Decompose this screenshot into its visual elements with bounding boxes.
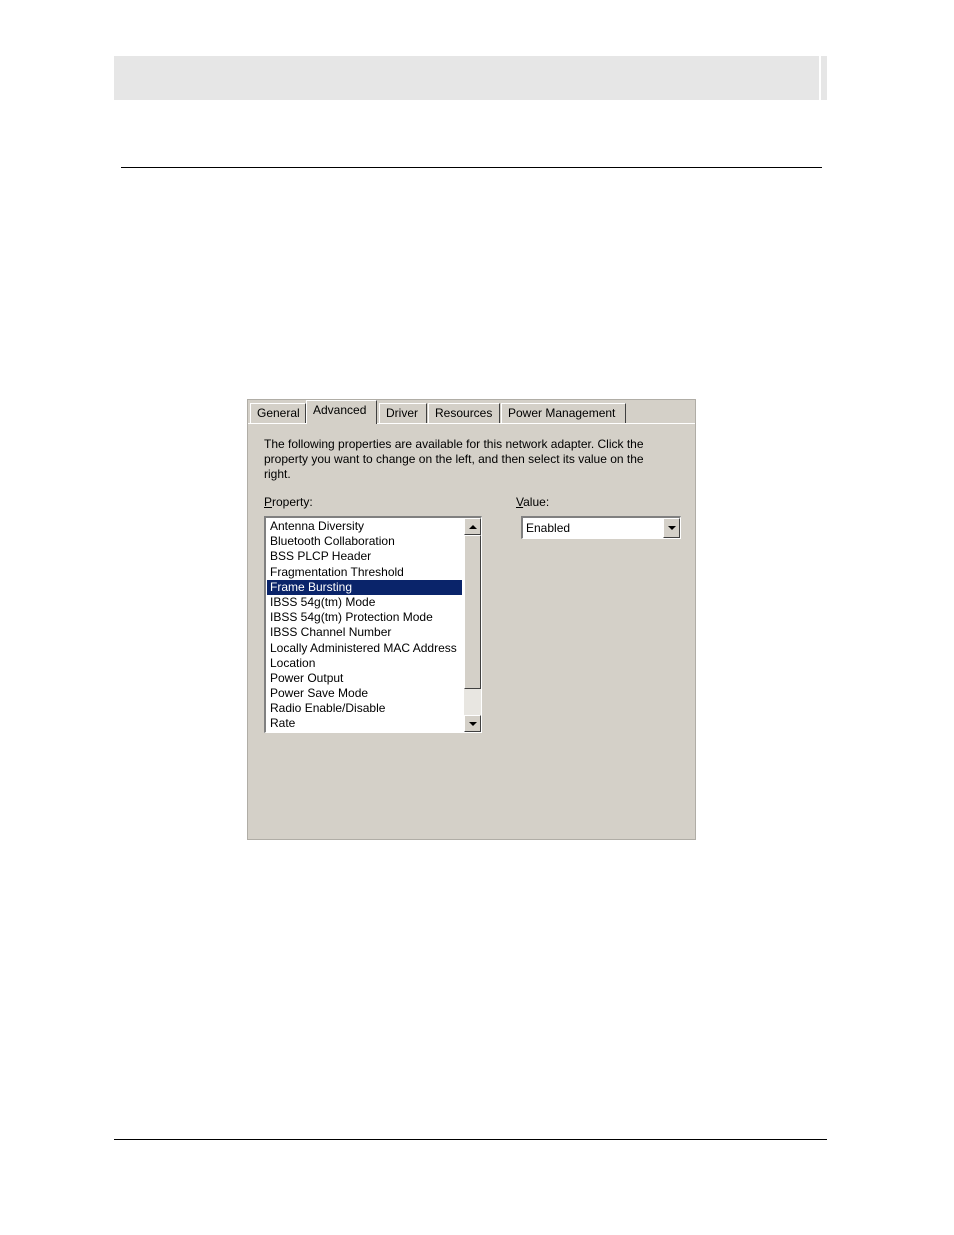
- property-label: [264, 495, 313, 509]
- tab-advanced-label: Advanced: [313, 403, 367, 417]
- scroll-down-button[interactable]: [464, 715, 481, 732]
- tab-driver-label: Driver: [386, 406, 418, 420]
- property-list-item[interactable]: Power Save Mode: [270, 686, 369, 701]
- value-dropdown-text: Enabled: [526, 521, 571, 535]
- dropdown-button[interactable]: [663, 518, 680, 538]
- scroll-up-button[interactable]: [464, 518, 481, 535]
- property-label-accel: P: [264, 495, 273, 509]
- tab-power-management[interactable]: [501, 403, 626, 423]
- property-list-item[interactable]: Locally Administered MAC Address: [270, 640, 457, 655]
- property-list-item[interactable]: BSS PLCP Header: [270, 549, 372, 564]
- property-list-item[interactable]: Bluetooth Collaboration: [270, 534, 395, 549]
- property-listbox[interactable]: [264, 516, 482, 733]
- value-label-text: alue:: [523, 495, 550, 509]
- tab-strip: [248, 400, 695, 424]
- tab-advanced[interactable]: [306, 400, 377, 424]
- description-text: The following properties are available for this network adapter. Click the property you want to change on the left, and then select its value on the right.: [264, 437, 644, 481]
- arrow-down-icon: [469, 722, 477, 726]
- property-list-item[interactable]: Radio Enable/Disable: [270, 701, 386, 716]
- footer-rule: [114, 1139, 827, 1140]
- value-dropdown[interactable]: [521, 516, 681, 539]
- arrow-up-icon: [469, 525, 477, 529]
- property-list-item[interactable]: Antenna Diversity: [270, 519, 365, 533]
- header-band-notch: [819, 56, 821, 100]
- scroll-thumb[interactable]: [464, 535, 481, 689]
- property-list-item[interactable]: Frame Bursting: [267, 580, 462, 595]
- property-list-item[interactable]: Fragmentation Threshold: [270, 564, 404, 579]
- value-label-accel: V: [516, 495, 524, 509]
- value-label: [516, 495, 549, 509]
- tab-resources-label: Resources: [435, 406, 493, 420]
- chevron-down-icon: [668, 526, 676, 530]
- property-list-item[interactable]: Rate: [270, 716, 296, 731]
- tab-resources[interactable]: [428, 403, 500, 423]
- property-list-item[interactable]: IBSS 54g(tm) Protection Mode: [270, 610, 433, 625]
- property-scrollbar[interactable]: [464, 518, 481, 732]
- page-header-band: [114, 56, 827, 100]
- header-rule: [121, 167, 822, 168]
- property-list: [267, 519, 462, 732]
- tab-general-label: General: [257, 406, 300, 420]
- tab-general[interactable]: [250, 403, 306, 423]
- tab-driver[interactable]: [379, 403, 427, 423]
- tab-power-management-label: Power Management: [508, 406, 616, 420]
- property-list-item[interactable]: IBSS Channel Number: [270, 625, 392, 640]
- property-list-item[interactable]: Location: [270, 655, 316, 670]
- adapter-properties-dialog: [247, 399, 696, 840]
- property-label-text: roperty:: [272, 495, 313, 509]
- property-list-item[interactable]: Power Output: [270, 670, 344, 685]
- property-list-item[interactable]: IBSS 54g(tm) Mode: [270, 594, 376, 609]
